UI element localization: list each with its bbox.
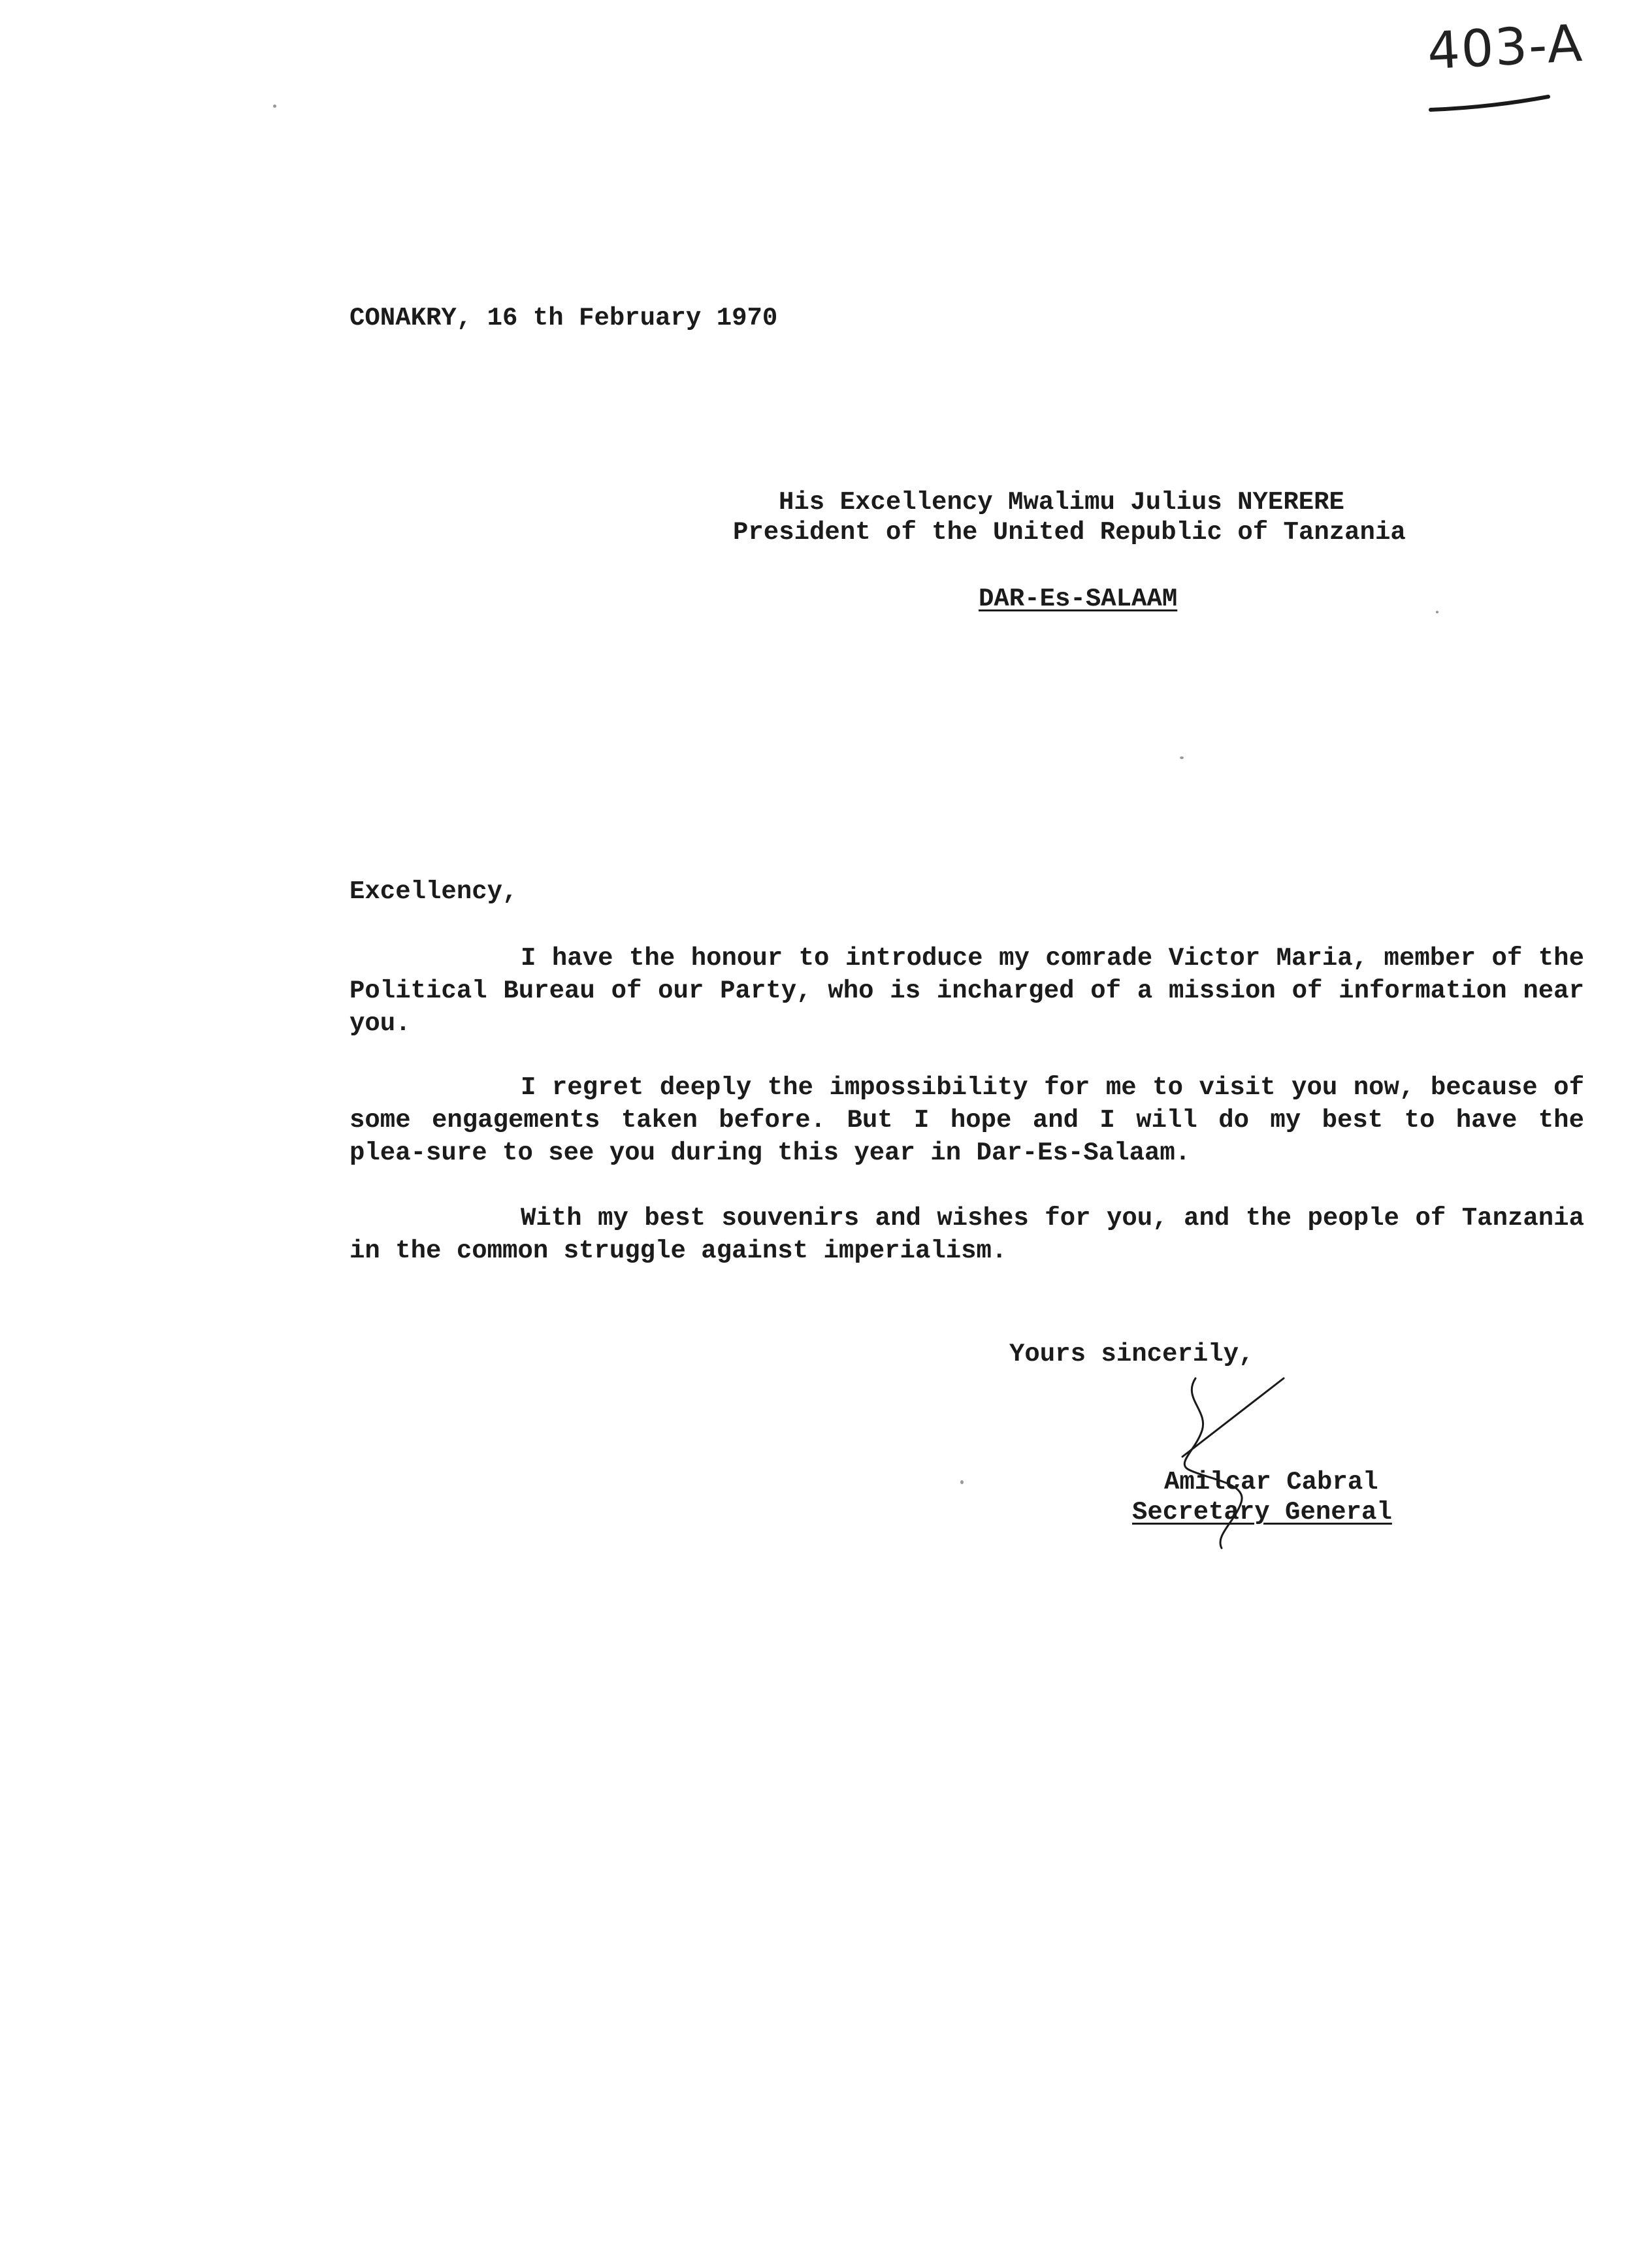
archive-reference-number: 403-A — [1425, 14, 1585, 82]
addressee-title: President of the United Republic of Tanzania — [733, 518, 1406, 547]
paper-speck — [1180, 756, 1184, 759]
addressee-name: His Excellency Mwalimu Julius NYERERE — [779, 488, 1344, 517]
paper-speck — [1436, 611, 1438, 613]
signer-title: Secretary General — [1132, 1498, 1392, 1527]
signer-name: Amilcar Cabral — [1164, 1468, 1378, 1497]
closing: Yours sincerily, — [1009, 1340, 1254, 1369]
salutation: Excellency, — [349, 877, 518, 906]
body-paragraph-1: I have the honour to introduce my comrade Victor Maria, member of the Political Bureau of our Party, who is incharged of a mission of information near you. — [349, 944, 1584, 1038]
paper-speck — [273, 105, 276, 108]
body-paragraph-2: I regret deeply the impossibility for me to visit you now, because of some engagements taken before. But I hope and I will do my best to have the plea-sure to see you during this year in Dar-Es-Salaam. — [349, 1073, 1584, 1167]
addressee-city: DAR-Es-SALAAM — [979, 585, 1178, 613]
paper-speck — [960, 1480, 964, 1484]
archive-reference-underline — [1427, 91, 1552, 118]
place-and-date: CONAKRY, 16 th February 1970 — [349, 304, 778, 332]
body-paragraph-3: With my best souvenirs and wishes for you, and the people of Tanzania in the common struggle against imperialism. — [349, 1204, 1584, 1265]
